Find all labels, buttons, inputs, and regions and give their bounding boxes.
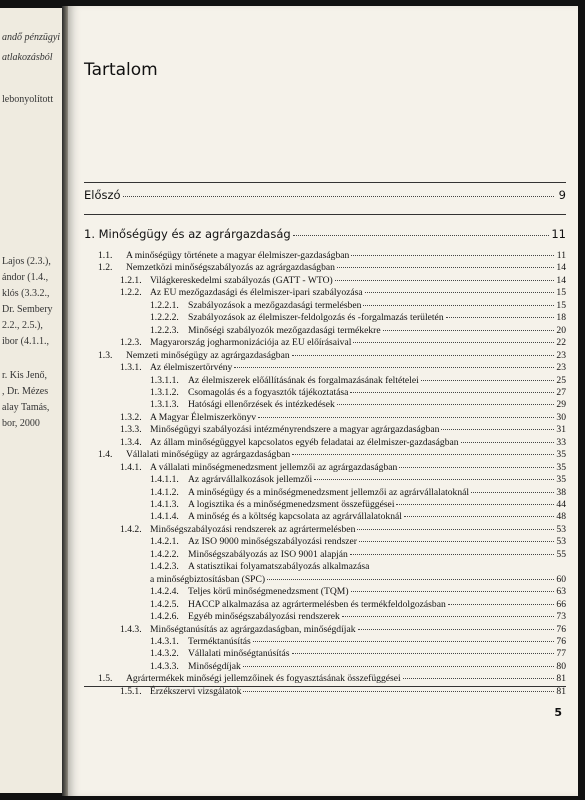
toc-entry <box>126 250 566 262</box>
toc-entry-page: 22 <box>556 337 566 349</box>
toc-entry-number: 1.2.2. <box>120 287 142 299</box>
toc-entry-page: 60 <box>556 573 566 585</box>
leader-dots <box>403 678 554 679</box>
toc-entry <box>150 524 566 536</box>
leader-dots <box>123 196 554 197</box>
toc-entry-page: 29 <box>556 399 566 411</box>
toc-entry-label: Nemzetközi minőségszabályozás az agrárgazdaságban <box>126 262 335 274</box>
toc-entry <box>150 624 566 636</box>
toc-entry <box>188 561 369 573</box>
leader-dots <box>363 305 554 306</box>
toc-entry <box>150 337 566 349</box>
leader-dots <box>267 579 554 580</box>
leader-dots <box>421 380 554 381</box>
toc-foreword-label: Előszó <box>84 188 121 202</box>
leader-dots <box>337 404 554 405</box>
toc-entry-number: 1.2.2.1. <box>150 299 179 311</box>
toc-entry-page: 27 <box>556 386 566 398</box>
toc-entry-label: Az élelmiszertörvény <box>150 362 233 374</box>
toc-entry-label: Minőségszabályozási rendszerek az agrártermelésben <box>150 523 356 535</box>
left-page-text: atlakozásból <box>2 52 53 63</box>
leader-dots <box>383 330 554 331</box>
toc-page <box>68 6 578 796</box>
toc-entry-label: A statisztikai folyamatszabályozás alkalmazása <box>188 561 370 573</box>
toc-entry <box>188 636 566 648</box>
toc-entry <box>188 499 566 511</box>
toc-entry-label: Az ISO 9000 minőségszabályozási rendszer <box>188 536 357 548</box>
toc-entry-page: 76 <box>556 623 566 635</box>
toc-entry-page: 53 <box>556 536 566 548</box>
toc-entry-label: Világkereskedelmi szabályozás (GATT - WTO) <box>150 274 333 286</box>
toc-entry-label: Egyéb minőségszabályozási rendszerek <box>188 611 340 623</box>
toc-entry <box>188 375 566 387</box>
toc-entry-label: Minőségtanúsítás az agrárgazdaságban, minőségdíjak <box>150 623 356 635</box>
toc-entry-label: HACCP alkalmazása az agrártermelésben és termékfeldolgozásban <box>188 598 446 610</box>
page-title: Tartalom <box>84 60 158 80</box>
toc-entry <box>188 325 566 337</box>
toc-entry-number: 1.2. <box>98 262 113 274</box>
toc-entry <box>126 673 566 685</box>
toc-entry-page: 15 <box>556 299 566 311</box>
toc-entry-number: 1.4.2. <box>120 523 142 535</box>
toc-entry-number: 1.4.1.4. <box>150 511 179 523</box>
toc-entry-number: 1.4.2.2. <box>150 548 179 560</box>
toc-entry-page: 18 <box>556 312 566 324</box>
leader-dots <box>353 342 554 343</box>
toc-entry-label: Minőségszabályozás az ISO 9001 alapján <box>188 548 348 560</box>
toc-entry <box>188 487 566 499</box>
toc-entry <box>150 412 566 424</box>
toc-entry-page: 77 <box>556 648 566 660</box>
toc-entry-label: Az agrárvállalkozások jellemzői <box>188 474 313 486</box>
left-page-text: bor, 2000 <box>2 418 40 429</box>
toc-entry-label: Érzékszervi vizsgálatok <box>150 685 242 697</box>
toc-entry-label: Teljes körű minőségmenedzsment (TQM) <box>188 586 349 598</box>
toc-entry-page: 44 <box>556 499 566 510</box>
toc-entry <box>188 312 566 324</box>
leader-dots <box>461 442 554 443</box>
leader-dots <box>396 504 554 505</box>
leader-dots <box>365 292 554 293</box>
toc-entry-number: 1.4.1.2. <box>150 486 179 498</box>
leader-dots <box>359 541 554 542</box>
toc-chapter-label: 1. Minőségügy és az agrárgazdaság <box>84 227 291 241</box>
toc-entry-page: 11 <box>556 250 566 261</box>
leader-dots <box>351 591 554 592</box>
toc-entry <box>150 574 566 586</box>
toc-entry-page: 55 <box>556 548 566 560</box>
leader-dots <box>335 280 554 281</box>
toc-entry-label: a minőségbiztosításban (SPC) <box>150 573 266 585</box>
toc-entry <box>150 437 566 449</box>
toc-entry <box>188 599 566 611</box>
toc-entry-label: Minőségi szabályozók mezőgazdasági termékekre <box>188 324 381 336</box>
toc-entry <box>150 275 566 287</box>
leader-dots <box>258 417 554 418</box>
toc-entry-number: 1.4.2.5. <box>150 598 179 610</box>
toc-entry-page: 30 <box>556 411 566 423</box>
toc-foreword-page: 9 <box>558 188 566 202</box>
left-page-text: ibor (4.1.1., <box>2 336 49 347</box>
toc-entry <box>188 661 566 673</box>
toc-entry <box>150 287 566 299</box>
toc-entry-number: 1.3.2. <box>120 411 142 423</box>
toc-entry-number: 1.4.2.1. <box>150 536 179 548</box>
toc-entry <box>126 449 566 461</box>
toc-entry-number: 1.3.1. <box>120 362 142 374</box>
toc-entry-number: 1.4.2.3. <box>150 561 179 573</box>
toc-entry <box>188 474 566 486</box>
toc-entry-page: 35 <box>556 474 566 486</box>
page-number: 5 <box>554 706 562 719</box>
leader-dots <box>358 629 555 630</box>
toc-entry-page: 76 <box>556 635 566 647</box>
toc-entry-number: 1.4.1.3. <box>150 499 179 510</box>
leader-dots <box>350 392 554 393</box>
leader-dots <box>292 355 554 356</box>
leader-dots <box>357 529 554 530</box>
toc-entry-page: 14 <box>556 262 566 274</box>
leader-dots <box>243 666 554 667</box>
toc-entry-number: 1.2.1. <box>120 274 142 286</box>
toc-entry-number: 1.4.3.3. <box>150 660 179 672</box>
toc-entry-label: Agrártermékek minőségi jellemzőinek és fogyasztásának összefüggései <box>126 673 401 685</box>
toc-entry-number: 1.4.3.2. <box>150 648 179 660</box>
left-page-text: andő pénzügyi <box>2 32 61 43</box>
toc-entry-label: Hatósági ellenőrzések és intézkedések <box>188 399 335 411</box>
leader-dots <box>441 429 554 430</box>
toc-entry-label: Magyarország jogharmonizációja az EU előírásaival <box>150 337 352 349</box>
toc-entry <box>126 350 566 362</box>
toc-entry-number: 1.4.1.1. <box>150 474 179 486</box>
toc-entry-number: 1.4.1. <box>120 461 142 473</box>
toc-entry-number: 1.2.3. <box>120 337 142 349</box>
toc-entry-page: 53 <box>556 523 566 535</box>
toc-entry-number: 1.5.1. <box>120 685 142 697</box>
leader-dots <box>314 479 554 480</box>
left-page <box>0 8 62 793</box>
toc-entry-page: 80 <box>556 660 566 672</box>
toc-entry-label: A minőségügy története a magyar élelmiszer-gazdaságban <box>126 250 350 261</box>
toc-entry-page: 81 <box>556 685 566 697</box>
toc-entry-number: 1.4.2.4. <box>150 586 179 598</box>
toc-entry <box>188 399 566 411</box>
toc-entry-page: 23 <box>556 362 566 374</box>
toc-chapter-page: 11 <box>551 227 566 241</box>
toc-entry <box>188 549 566 561</box>
leader-dots <box>350 554 554 555</box>
toc-entry <box>188 536 566 548</box>
toc-entry-page: 73 <box>556 611 566 623</box>
toc-entry <box>188 611 566 623</box>
toc-entry-number: 1.3.1.1. <box>150 374 179 386</box>
toc-entry-number: 1.4.3.1. <box>150 635 179 647</box>
toc-chapter <box>84 228 566 240</box>
toc-entry <box>150 362 566 374</box>
leader-dots <box>337 267 554 268</box>
toc-entry-page: 48 <box>556 511 566 523</box>
toc-entry-page: 23 <box>556 349 566 361</box>
leader-dots <box>351 255 554 256</box>
toc-entry-page: 31 <box>556 424 566 436</box>
leader-dots <box>293 235 550 236</box>
toc-entry <box>150 686 566 698</box>
leader-dots <box>446 317 554 318</box>
toc-entry-number: 1.2.2.3. <box>150 324 179 336</box>
toc-entry <box>188 648 566 660</box>
left-page-text: 2.2., 2.5.), <box>2 320 43 331</box>
toc-entry-label: Szabályozások az élelmiszer-feldolgozás és -forgalmazás területén <box>188 312 444 324</box>
toc-entry-label: A minőségügy és a minőségmenedzsment jellemzői az agrárvállalatoknál <box>188 486 470 498</box>
toc-entry-number: 1.3. <box>98 349 113 361</box>
toc-entry-label: Az élelmiszerek előállításának és forgalmazásának feltételei <box>188 374 419 386</box>
left-page-text: Dr. Sembery <box>2 304 53 315</box>
toc-entry-label: Az állam minőségüggyel kapcsolatos egyéb feladatai az élelmiszer-gazdaságban <box>150 436 459 448</box>
toc-entry-number: 1.1. <box>98 250 113 261</box>
toc-entry-page: 66 <box>556 598 566 610</box>
toc-entry-label: Terméktanúsítás <box>188 635 251 647</box>
left-page-text: alay Tamás, <box>2 402 50 413</box>
divider-top <box>84 182 566 183</box>
toc-entry-number: 1.4.2.6. <box>150 611 179 623</box>
left-page-text: , Dr. Mézes <box>2 386 49 397</box>
leader-dots <box>404 516 554 517</box>
leader-dots <box>399 467 554 468</box>
toc-entry-number: 1.5. <box>98 673 113 685</box>
toc-entry-label: Az EU mezőgazdasági és élelmiszer-ipari szabályozása <box>150 287 363 299</box>
toc-entry-page: 14 <box>556 274 566 286</box>
toc-entry-number: 1.4.3. <box>120 623 142 635</box>
toc-entry <box>150 462 566 474</box>
toc-entry-label: A Magyar Élelmiszerkönyv <box>150 411 257 423</box>
toc-entry-label: Nemzeti minőségügy az agrárgazdaságban <box>126 349 290 361</box>
toc-entry-number: 1.3.1.3. <box>150 399 179 411</box>
toc-entry-label: A vállalati minőségmenedzsment jellemzői az agrárgazdaságban <box>150 461 398 473</box>
left-page-text: ándor (1.4., <box>2 272 49 283</box>
toc-entry-page: 33 <box>556 436 566 448</box>
toc-entry-label: Szabályozások a mezőgazdasági termelésben <box>188 299 362 311</box>
leader-dots <box>292 454 554 455</box>
left-page-text: r. Kis Jenő, <box>2 370 47 381</box>
toc-entry-label: Vállalati minőségügy az agrárgazdaságban <box>126 449 291 461</box>
toc-entry-label: Csomagolás és a fogyasztók tájékoztatása <box>188 386 349 398</box>
toc-entry-number: 1.4. <box>98 449 113 461</box>
leader-dots <box>292 653 554 654</box>
toc-entry-label: Minőségügyi szabályozási intézményrendszere a magyar agrárgazdaságban <box>150 424 440 436</box>
toc-entry-number: 1.3.1.2. <box>150 386 179 398</box>
toc-entry-number: 1.3.3. <box>120 424 142 436</box>
toc-entry <box>188 586 566 598</box>
toc-entry <box>188 511 566 523</box>
toc-entry-page: 63 <box>556 586 566 598</box>
left-page-text: klós (3.3.2., <box>2 288 50 299</box>
toc-entry <box>188 300 566 312</box>
toc-entry <box>126 262 566 274</box>
leader-dots <box>471 492 554 493</box>
leader-dots <box>342 616 554 617</box>
toc-entry <box>150 424 566 436</box>
toc-entry <box>188 387 566 399</box>
toc-entry-page: 38 <box>556 486 566 498</box>
toc-entry-label: A logisztika és a minőségmenedzsment összefüggései <box>188 499 395 510</box>
toc-entry-label: A minőség és a költség kapcsolata az agrárvállalatoknál <box>188 511 402 523</box>
toc-entry-page: 35 <box>556 461 566 473</box>
left-page-text: Lajos (2.3.), <box>2 256 51 267</box>
toc-entry-label: Vállalati minőségtanúsítás <box>188 648 290 660</box>
toc-entry-page: 20 <box>556 324 566 336</box>
toc-entry-label: Minőségdíjak <box>188 660 241 672</box>
divider <box>84 214 566 215</box>
toc-foreword <box>84 189 566 201</box>
toc-entry-page: 81 <box>556 673 566 685</box>
left-page-text: lebonyolított <box>2 94 54 105</box>
leader-dots <box>234 367 554 368</box>
toc-entry-page: 25 <box>556 374 566 386</box>
leader-dots <box>448 604 554 605</box>
toc-entry-number: 1.3.4. <box>120 436 142 448</box>
leader-dots <box>243 691 554 692</box>
toc-entry-page: 15 <box>556 287 566 299</box>
toc-entry-page: 35 <box>556 449 566 461</box>
leader-dots <box>253 641 554 642</box>
toc-entry-number: 1.2.2.2. <box>150 312 179 324</box>
